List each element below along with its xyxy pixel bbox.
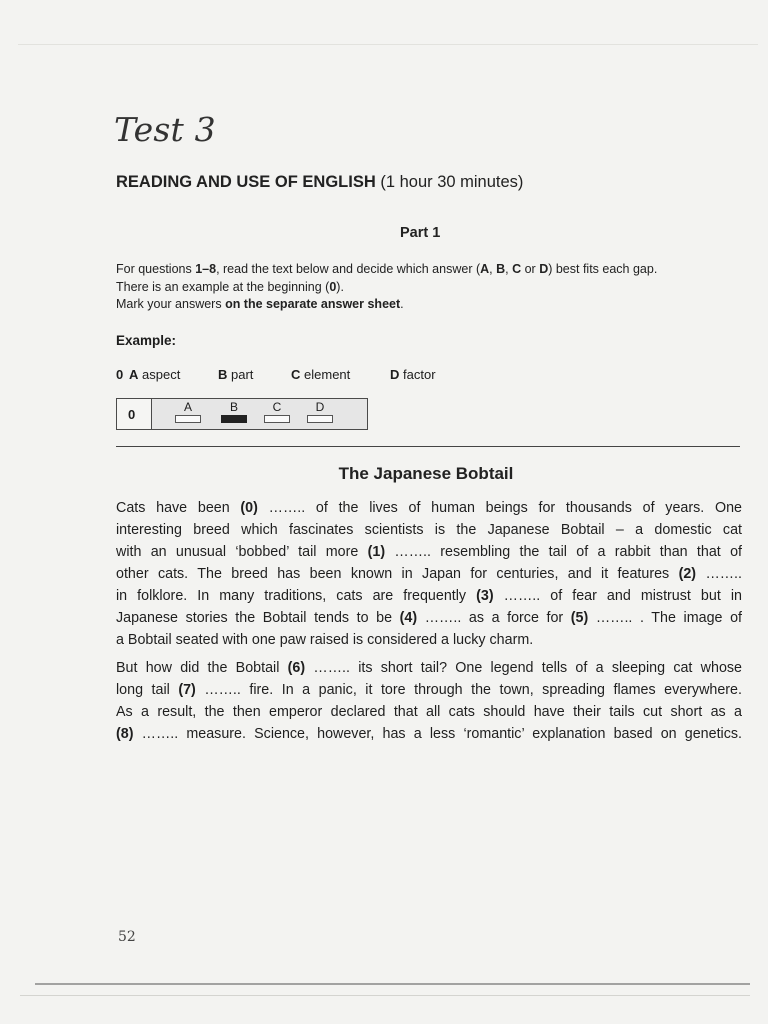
article-paragraph-2: [116, 657, 742, 745]
answer-choice-a-letter: A: [183, 400, 192, 414]
paragraph-2-line: (8) …….. measure. Science, however, has a less ‘romantic’ explanation based on genetics.: [116, 726, 742, 742]
instructions-line-3-prefix: Mark your answers: [116, 297, 226, 311]
test-title: Test 3: [114, 110, 216, 149]
section-title-name: READING AND USE OF ENGLISH: [116, 173, 376, 191]
paragraph-2-line: But how did the Bobtail (6) …….. its short tail? One legend tells of a sleeping cat whose: [116, 660, 742, 676]
answer-choice-a: [175, 401, 201, 423]
paragraph-1-line: Japanese stories the Bobtail tends to be (4) …….. as a force for (5) …….. . The image of: [116, 610, 742, 626]
paragraph-1-line: in folklore. In many traditions, cats are frequently (3) …….. of fear and mistrust but in: [116, 588, 742, 604]
instructions: [116, 261, 756, 314]
scan-edge-top: [18, 44, 758, 45]
article-title: The Japanese Bobtail: [338, 464, 514, 483]
answer-choice-b-letter: B: [229, 400, 238, 414]
instructions-line-3: [116, 296, 756, 314]
scan-edge-bottom: [35, 983, 750, 985]
answer-choice-c-box: [264, 415, 290, 423]
answer-choice-a-box: [175, 415, 201, 423]
example-option-a: A aspect: [129, 367, 181, 382]
answer-number-cell: [117, 399, 152, 429]
example-option-number: 0: [116, 367, 124, 382]
example-option-d: D factor: [390, 367, 436, 382]
answer-choice-b: [221, 401, 247, 423]
example-option-c: C element: [291, 367, 351, 382]
answer-choice-c-letter: C: [272, 400, 282, 414]
section-divider: [116, 446, 740, 447]
paragraph-1-line: other cats. The breed has been known in Japan for centuries, and it features (2) ……..: [116, 566, 742, 582]
instructions-line-2: There is an example at the beginning (0).: [116, 279, 344, 294]
answer-choice-d-letter: D: [315, 400, 325, 414]
paragraph-1-line: Cats have been (0) …….. of the lives of human beings for thousands of years. One: [116, 500, 742, 516]
article-paragraph-1: [116, 497, 742, 651]
paragraph-2-line: long tail (7) …….. fire. In a panic, it tore through the town, spreading flames everywhere.: [116, 682, 742, 698]
instructions-line-1: For questions 1–8, read the text below and decide which answer (A, B, C or D) best fits each gap.: [116, 262, 658, 276]
example-label: Example:: [116, 333, 177, 348]
answer-number: 0: [128, 407, 136, 422]
section-title: [116, 173, 523, 192]
answer-choice-d: [307, 401, 333, 423]
example-answer-box: [116, 398, 368, 430]
scan-edge-bottom-faint: [20, 995, 750, 996]
paragraph-1-line: a Bobtail seated with one paw raised is considered a lucky charm.: [116, 632, 534, 648]
part-title: Part 1: [400, 225, 441, 241]
instructions-line-3-suffix: .: [400, 297, 404, 311]
answer-choice-c: [264, 401, 290, 423]
section-title-duration: (1 hour 30 minutes): [380, 173, 524, 191]
page-number: 52: [118, 929, 136, 945]
paragraph-2-line: As a result, the then emperor declared that all cats should have their tails cut short as a: [116, 704, 742, 720]
answer-choice-b-box: [221, 415, 247, 423]
paragraph-1-line: interesting breed which fascinates scientists is the Japanese Bobtail – a domestic cat: [116, 522, 742, 538]
instructions-line-3-emphasis: on the separate answer sheet: [225, 297, 401, 311]
example-option-b: B part: [218, 367, 254, 382]
answer-choice-d-box: [307, 415, 333, 423]
paragraph-1-line: with an unusual ‘bobbed’ tail more (1) …….. resembling the tail of a rabbit than that of: [116, 544, 743, 560]
